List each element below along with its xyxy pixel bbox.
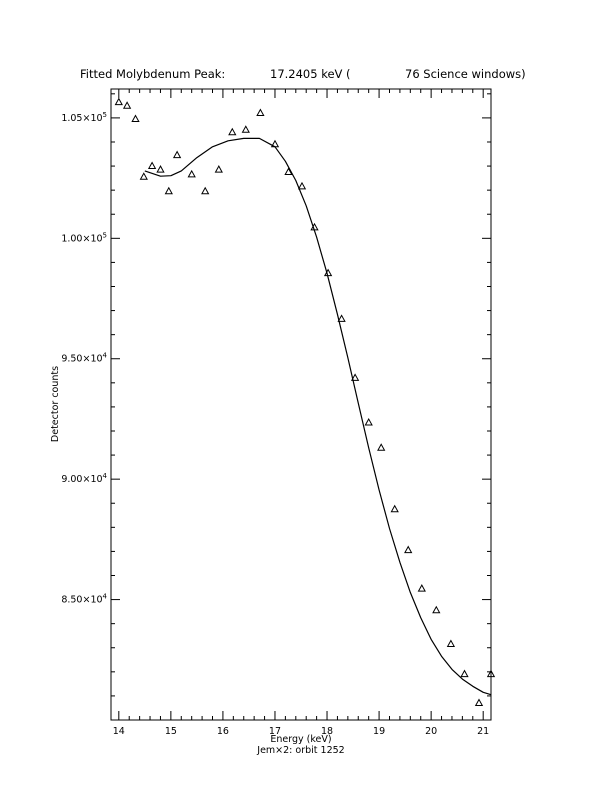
data-point-triangle xyxy=(116,99,123,105)
data-point-triangle xyxy=(141,173,148,179)
data-point-triangle xyxy=(202,188,209,194)
y-axis-label: Detector counts xyxy=(50,365,61,443)
data-point-triangle xyxy=(188,171,195,177)
data-point-triangle xyxy=(132,116,139,122)
data-point-triangle xyxy=(365,419,372,425)
x-tick-label: 21 xyxy=(477,726,490,737)
data-point-triangle xyxy=(174,152,181,158)
x-tick-label: 18 xyxy=(320,726,334,737)
chart-title-part-1: Fitted Molybdenum Peak: xyxy=(80,67,226,81)
data-point-triangle xyxy=(378,444,385,450)
data-point-triangle xyxy=(338,315,345,321)
data-point-triangle xyxy=(157,166,164,172)
plot-frame xyxy=(111,89,491,720)
data-point-triangle xyxy=(433,607,440,613)
x-tick-label: 14 xyxy=(112,726,125,737)
chart-title-part-3: 76 Science windows) xyxy=(405,67,526,81)
y-axis xyxy=(61,94,491,696)
data-point-triangle xyxy=(166,188,173,194)
data-point-triangle xyxy=(243,126,250,132)
y-tick-label: $8.50\times 10^4$ xyxy=(61,592,107,606)
data-point-triangle xyxy=(229,129,236,135)
data-point-triangle xyxy=(272,141,279,147)
data-point-triangle xyxy=(405,547,412,553)
data-point-triangle xyxy=(476,700,483,706)
data-point-triangle xyxy=(461,671,468,677)
y-tick-label: $9.50\times 10^4$ xyxy=(61,351,107,365)
data-point-triangle xyxy=(448,641,455,647)
y-tick-label: $1.05\times 10^5$ xyxy=(61,110,107,124)
x-axis xyxy=(113,89,489,737)
data-point-triangle xyxy=(299,183,306,189)
data-point-triangle xyxy=(124,102,131,108)
data-point-triangle xyxy=(257,110,264,116)
data-point-triangle xyxy=(391,506,398,512)
data-point-triangle xyxy=(149,163,156,169)
x-tick-label: 16 xyxy=(216,726,229,737)
x-axis-label: Energy (keV) xyxy=(270,734,332,745)
y-tick-label: $9.00\times 10^4$ xyxy=(61,472,107,486)
x-tick-label: 19 xyxy=(373,726,386,737)
data-point-triangle xyxy=(216,166,223,172)
x-tick-label: 20 xyxy=(425,726,438,737)
data-points-layer xyxy=(116,99,495,706)
data-point-triangle xyxy=(419,585,426,591)
y-tick-label: $1.00\times 10^5$ xyxy=(61,231,107,245)
chart-subtitle: Jem×2: orbit 1252 xyxy=(257,745,345,756)
x-tick-label: 15 xyxy=(164,726,177,737)
chart-title-part-2: 17.2405 keV ( xyxy=(270,67,351,81)
x-tick-label: 17 xyxy=(268,726,282,737)
